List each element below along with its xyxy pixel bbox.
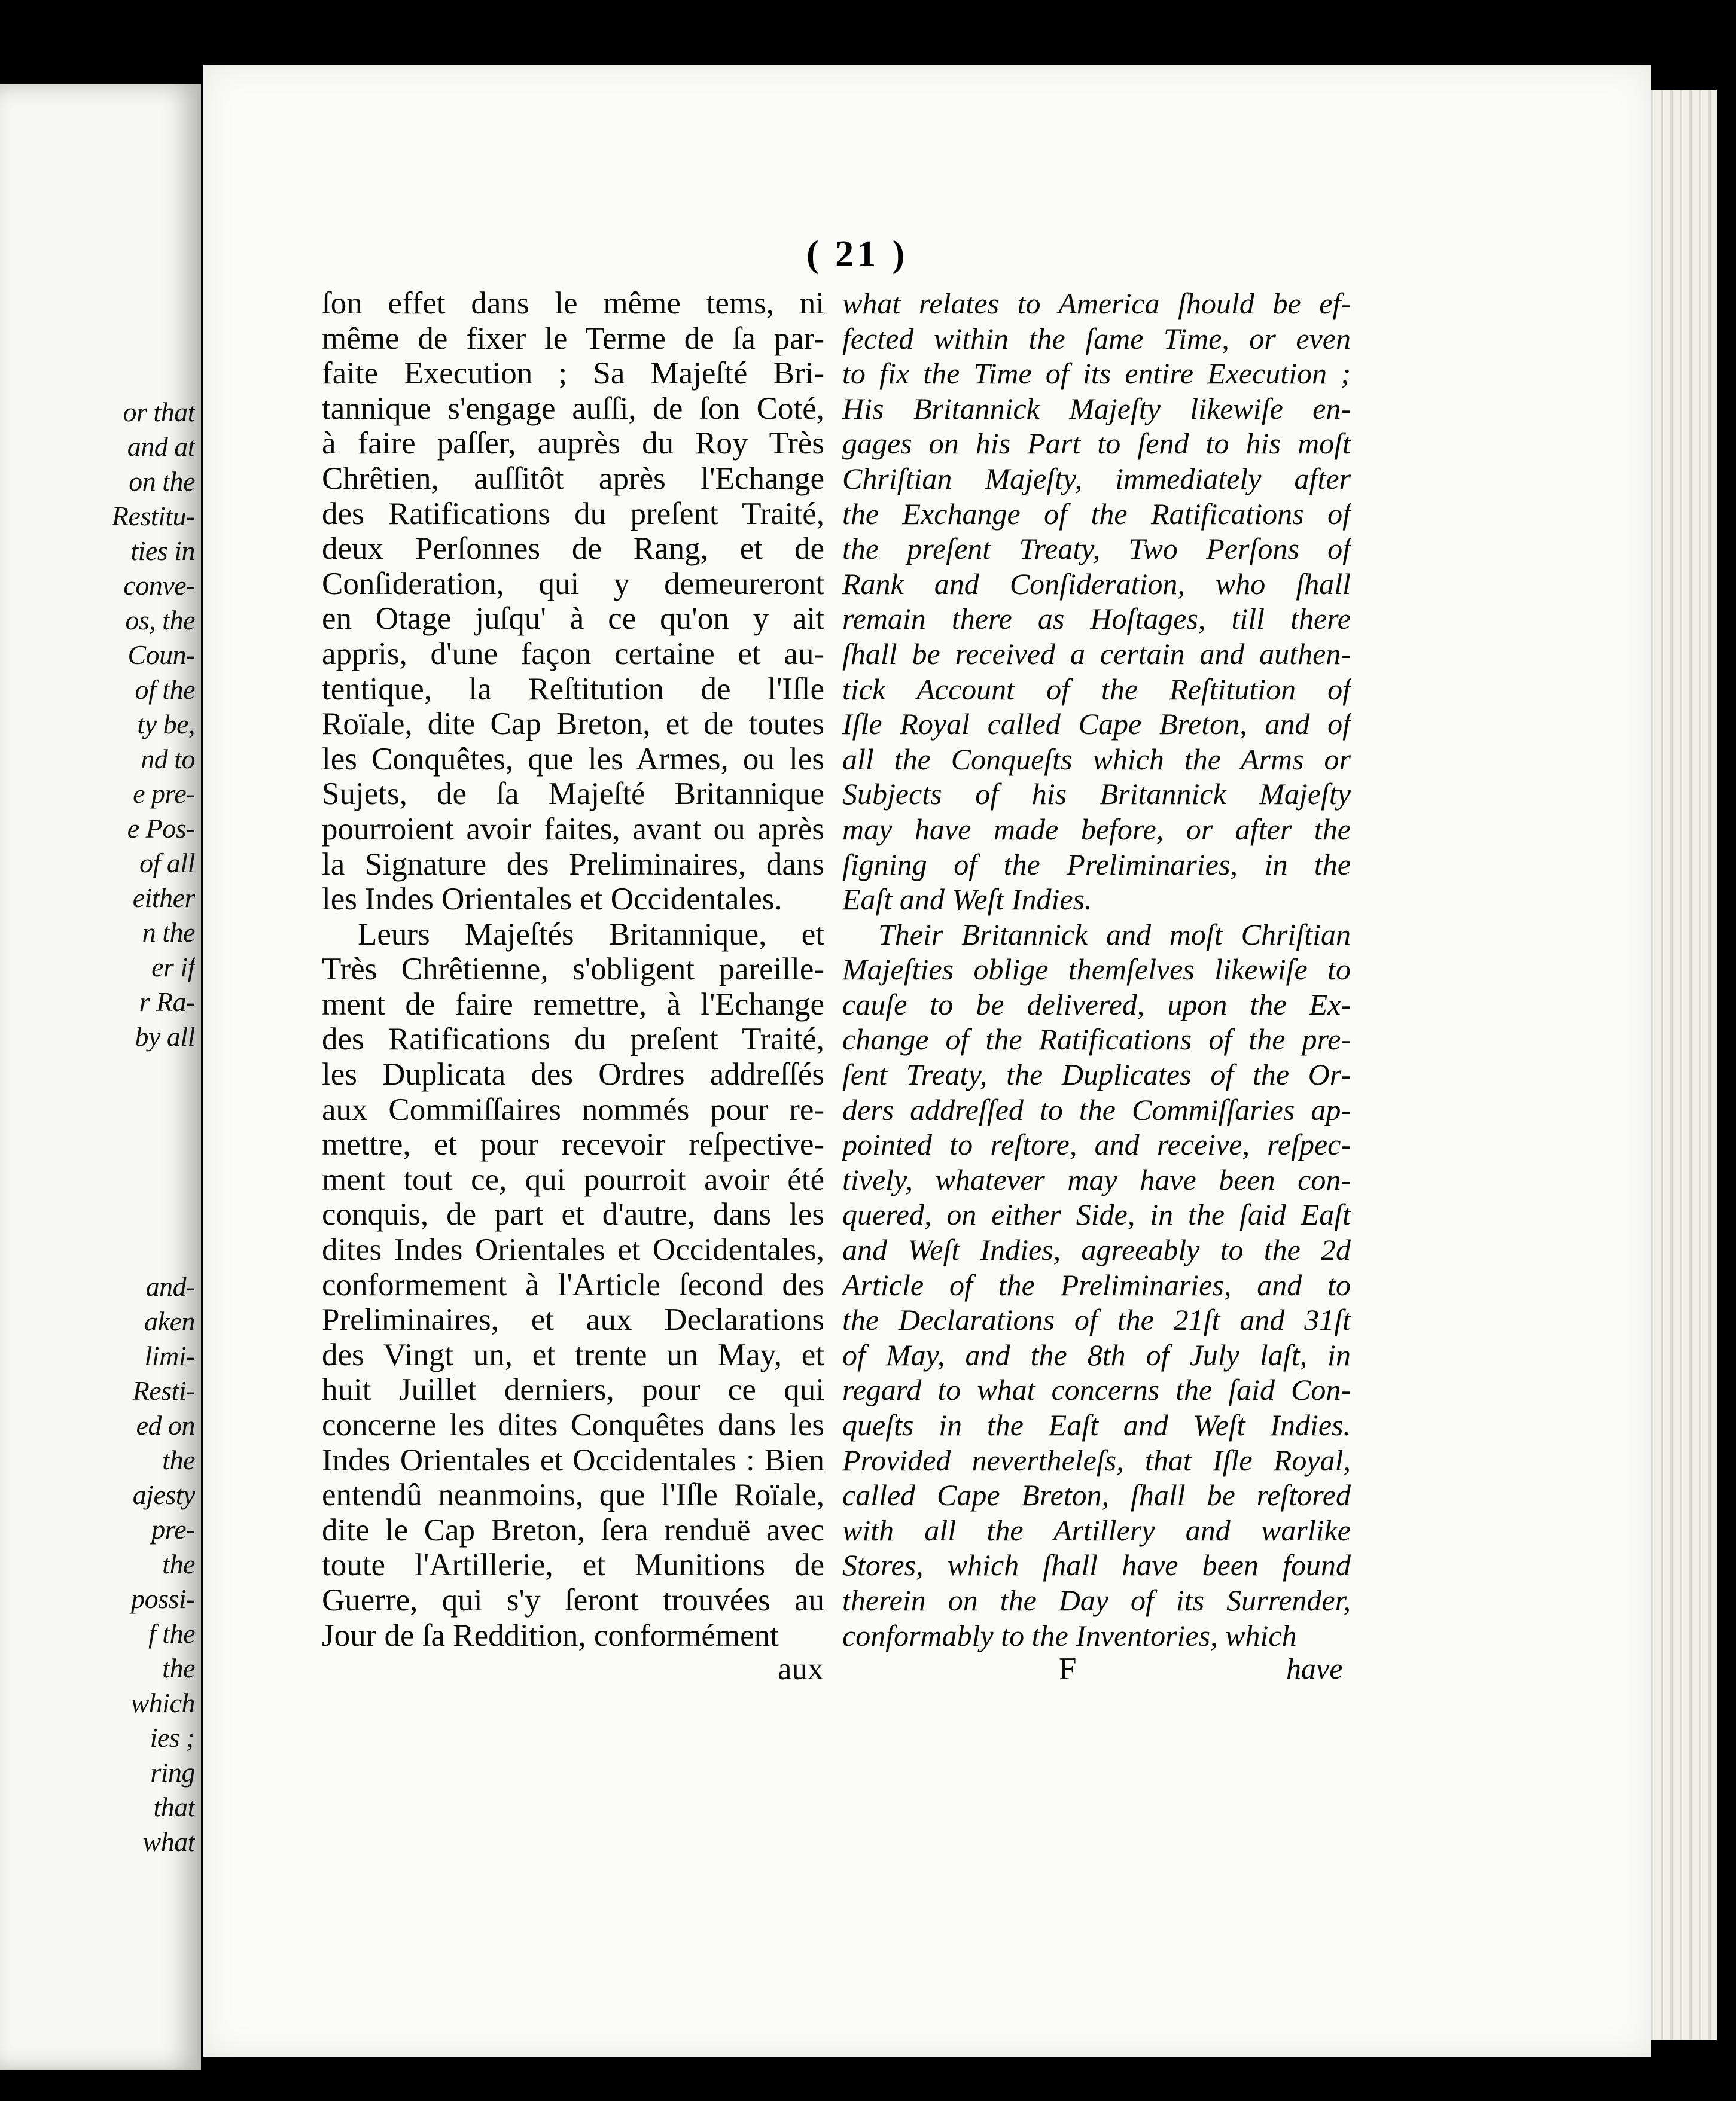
text-line: remain there as Hoſtages, till there — [842, 602, 1351, 636]
text-line: faite Execution ; Sa Majeſté Bri- — [322, 356, 824, 391]
text-line: the Exchange of the Ratifications of — [842, 497, 1351, 531]
signature-mark: F — [1059, 1652, 1077, 1686]
text-line: tick Account of the Reſtitution of — [842, 672, 1351, 706]
bleed-line: ring — [150, 1757, 195, 1788]
bleed-line: either — [132, 882, 195, 913]
page-number: ( 21 ) — [806, 234, 909, 275]
text-line: ſhall be received a certain and authen- — [842, 637, 1351, 671]
text-line: the Declarations of the 21ſt and 31ſt — [842, 1303, 1351, 1337]
text-line: Guerre, qui s'y ſeront trouvées au — [322, 1582, 824, 1618]
bleed-line: f the — [148, 1618, 195, 1649]
text-line: mettre, et pour recevoir reſpective- — [322, 1127, 824, 1162]
text-line: change of the Ratifications of the pre- — [842, 1022, 1351, 1056]
text-line: la Signature des Preliminaires, dans — [322, 847, 824, 882]
text-line: Eaſt and Weſt Indies. — [842, 882, 1092, 916]
bleed-line: or that — [123, 397, 195, 427]
text-line: huit Juillet derniers, pour ce qui — [322, 1372, 824, 1408]
bleed-line: ajesty — [132, 1479, 195, 1510]
text-line: Rank and Conſideration, who ſhall — [842, 567, 1351, 601]
text-line: Article of the Preliminaries, and to — [842, 1268, 1351, 1302]
text-line: what relates to America ſhould be ef- — [842, 287, 1351, 320]
bleed-line: pre- — [151, 1514, 195, 1545]
text-line: tentique, la Reſtitution de l'Iſle — [322, 671, 824, 707]
text-line: queſts in the Eaſt and Weſt Indies. — [842, 1408, 1351, 1442]
facing-page-text — [4, 395, 195, 1859]
text-line: des Vingt un, et trente un May, et — [322, 1337, 824, 1372]
french-catchword: aux — [778, 1652, 824, 1686]
text-line: to fix the Time of its entire Execution ; — [842, 357, 1351, 391]
bleed-line: that — [153, 1792, 195, 1822]
bleed-line: er if — [151, 952, 195, 982]
english-catchword: have — [1286, 1652, 1343, 1685]
bleed-line: the — [162, 1653, 195, 1683]
text-line: Majeſties oblige themſelves likewiſe to — [842, 952, 1351, 986]
bleed-line: Resti- — [132, 1375, 195, 1406]
text-line: and Weſt Indies, agreeably to the 2d — [842, 1233, 1351, 1267]
bleed-line: os, the — [125, 605, 195, 635]
bleed-line: ed on — [136, 1410, 195, 1441]
bleed-line: of the — [135, 674, 195, 705]
text-line: called Cape Breton, ſhall be reſtored — [842, 1478, 1351, 1512]
text-line: conquis, de part et d'autre, dans les — [322, 1197, 824, 1232]
text-line: therein on the Day of its Surrender, — [842, 1583, 1351, 1617]
text-line: entendû neanmoins, que l'Iſle Roïale, — [322, 1478, 824, 1513]
text-line: Stores, which ſhall have been found — [842, 1548, 1351, 1582]
text-line: tively, whatever may have been con- — [842, 1162, 1351, 1196]
bleed-line: the — [162, 1549, 195, 1579]
text-line: pointed to reſtore, and receive, reſpec- — [842, 1128, 1351, 1162]
bleed-line: conve- — [123, 570, 195, 601]
bleed-line: and- — [145, 1271, 195, 1302]
text-line: pourroient avoir faites, avant ou après — [322, 811, 824, 847]
text-line: ment de faire remettre, à l'Echange — [322, 986, 824, 1022]
text-line: His Britannick Majeſty likewiſe en- — [842, 391, 1351, 425]
text-line: regard to what concerns the ſaid Con- — [842, 1373, 1351, 1407]
text-line: les Duplicata des Ordres addreſſés — [322, 1057, 824, 1092]
text-line: Their Britannick and moſt Chriſtian — [878, 917, 1351, 951]
bleed-line: Restitu- — [111, 501, 195, 531]
text-line: concerne les dites Conquêtes dans les — [322, 1408, 824, 1442]
text-line: all the Conqueſts which the Arms or — [842, 742, 1351, 776]
text-line: ſigning of the Preliminaries, in the — [842, 847, 1351, 881]
text-line: of May, and the 8th of July laſt, in — [842, 1338, 1351, 1372]
text-line: Roïale, dite Cap Breton, et de toutes — [322, 707, 824, 742]
text-line: ders addreſſed to the Commiſſaries ap- — [842, 1092, 1351, 1126]
text-line: Conſideration, qui y demeureront — [322, 566, 824, 601]
text-line: tannique s'engage auſſi, de ſon Coté, — [322, 391, 824, 426]
text-line: les Conquêtes, que les Armes, ou les — [322, 741, 824, 777]
text-line: à faire paſſer, auprès du Roy Très — [322, 426, 824, 461]
text-line: dites Indes Orientales et Occidentales, — [322, 1232, 824, 1268]
bleed-line: possi- — [131, 1584, 195, 1614]
text-line: deux Perſonnes de Rang, et de — [322, 531, 824, 567]
text-line: dite le Cap Breton, ſera renduë avec — [322, 1512, 824, 1548]
text-line: des Ratifications du preſent Traité, — [322, 496, 824, 531]
bleed-line: Coun- — [127, 640, 195, 670]
facing-page — [0, 84, 201, 2070]
bleed-line: the — [162, 1445, 195, 1475]
bleed-line: of all — [139, 848, 195, 878]
text-line: appris, d'une façon certaine et au- — [322, 636, 824, 671]
bleed-line: nd to — [141, 744, 195, 774]
text-line: Subjects of his Britannick Majeſty — [842, 777, 1351, 811]
bleed-line: limi- — [144, 1341, 195, 1371]
bleed-line: what — [142, 1826, 195, 1857]
bleed-line: by all — [135, 1021, 195, 1052]
text-line: Jour de ſa Reddition, conformément — [322, 1618, 779, 1653]
text-line: Sujets, de ſa Majeſté Britannique — [322, 777, 824, 812]
text-line: Chrêtien, auſſitôt après l'Echange — [322, 461, 824, 496]
bleed-line: r Ra- — [139, 986, 195, 1017]
text-line: may have made before, or after the — [842, 812, 1351, 846]
bleed-line: ty be, — [137, 709, 195, 739]
text-line: Très Chrêtienne, s'obligent pareille- — [322, 952, 824, 987]
bleed-line: ties in — [130, 535, 195, 566]
text-line: gages on his Part to ſend to his moſt — [842, 427, 1351, 461]
text-line: quered, on either Side, in the ſaid Eaſt — [842, 1198, 1351, 1232]
text-line: même de fixer le Terme de ſa par- — [322, 321, 824, 356]
text-line: cauſe to be delivered, upon the Ex- — [842, 987, 1351, 1021]
bleed-line: which — [130, 1688, 195, 1718]
bleed-line: e pre- — [133, 778, 195, 809]
text-line: fected within the ſame Time, or even — [842, 321, 1351, 355]
english-column — [842, 286, 1351, 1653]
bleed-line: n the — [142, 917, 195, 948]
text-line: Leurs Majeſtés Britannique, et — [358, 916, 824, 952]
french-column — [322, 286, 824, 1653]
text-line: conformement à l'Article ſecond des — [322, 1267, 824, 1302]
text-line: Provided nevertheleſs, that Iſle Royal, — [842, 1443, 1351, 1477]
bleed-line: and at — [127, 431, 195, 462]
text-line: en Otage juſqu' à ce qu'on y ait — [322, 601, 824, 637]
text-line: with all the Artillery and warlike — [842, 1513, 1351, 1547]
text-line: aux Commiſſaires nommés pour re- — [322, 1092, 824, 1127]
bleed-line: on the — [129, 466, 195, 497]
text-line: Preliminaires, et aux Declarations — [322, 1302, 824, 1338]
text-line: des Ratifications du preſent Traité, — [322, 1022, 824, 1057]
bleed-line: aken — [144, 1306, 195, 1336]
text-line: ſon effet dans le même tems, ni — [322, 286, 824, 321]
text-line: ſent Treaty, the Duplicates of the Or- — [842, 1058, 1351, 1092]
text-line: toute l'Artillerie, et Munitions de — [322, 1548, 824, 1583]
text-line: ment tout ce, qui pourroit avoir été — [322, 1162, 824, 1197]
bleed-line: ies ; — [150, 1722, 195, 1753]
text-line: Chriſtian Majeſty, immediately after — [842, 461, 1351, 495]
text-line: conformably to the Inventories, which — [842, 1618, 1297, 1652]
text-line: Indes Orientales et Occidentales : Bien — [322, 1442, 824, 1478]
bleed-line: e Pos- — [127, 813, 195, 844]
text-line: les Indes Orientales et Occidentales. — [322, 882, 782, 917]
text-line: the preſent Treaty, Two Perſons of — [842, 532, 1351, 566]
text-line: Iſle Royal called Cape Breton, and of — [842, 707, 1351, 741]
